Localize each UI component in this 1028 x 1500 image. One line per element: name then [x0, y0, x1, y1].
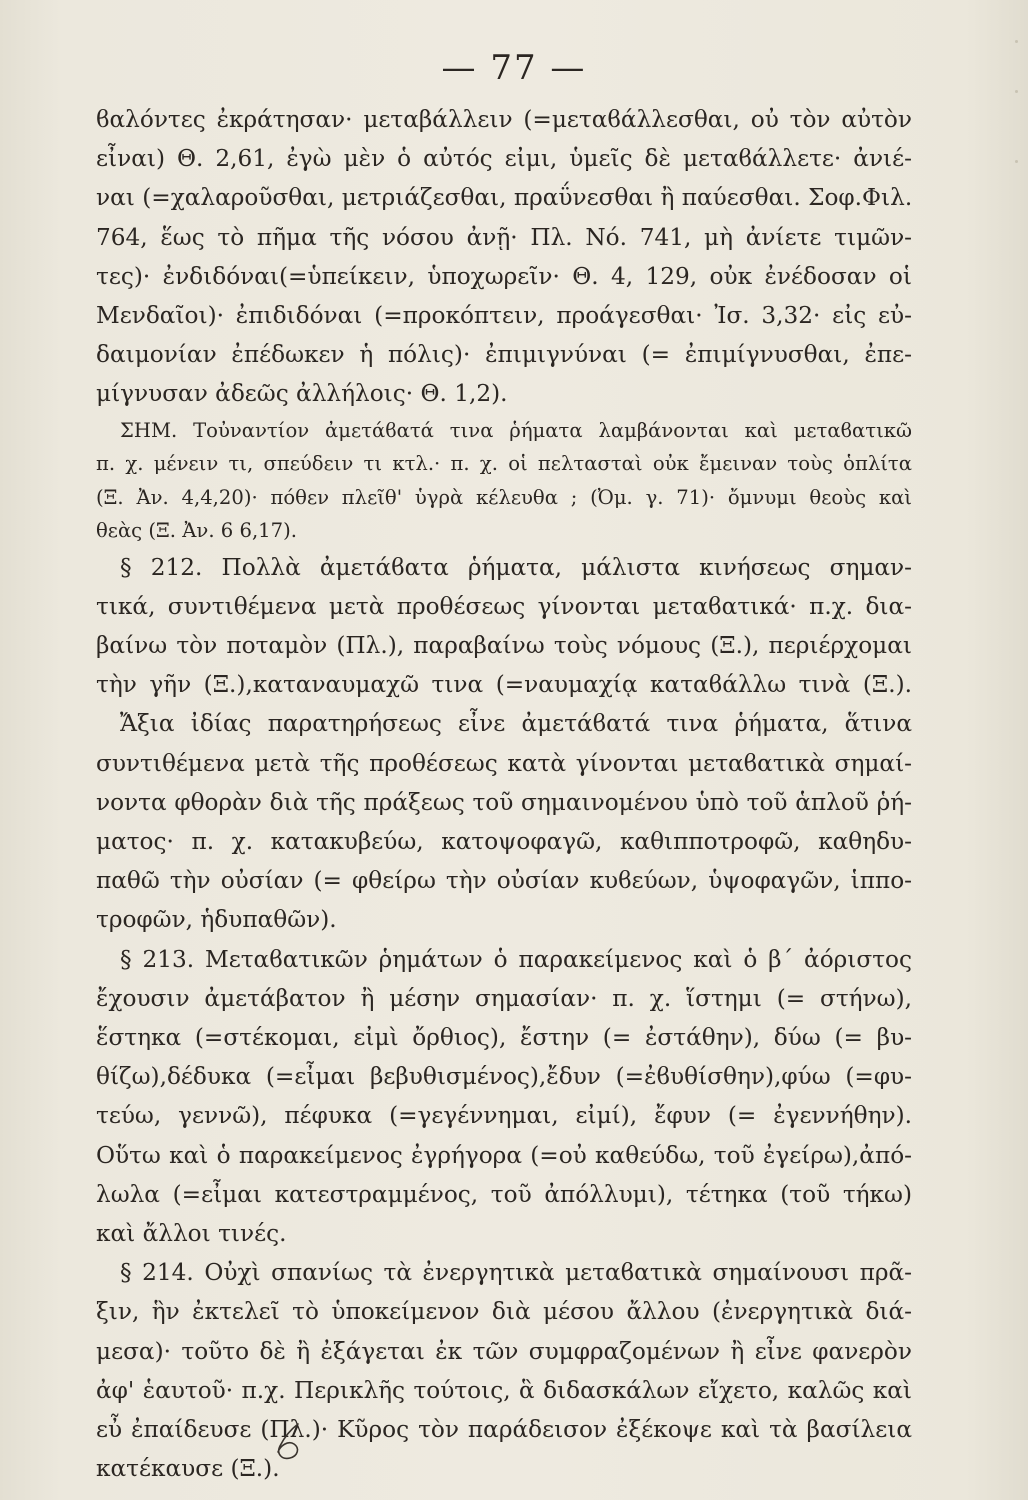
- text-line: § 214. Οὐχὶ σπανίως τὰ ἐνεργητικὰ μεταϐατικὰ σημαίνουσι πρᾶ-: [120, 1259, 912, 1287]
- text-line: εὖ ἐπαίδευσε (Πλ.)· Κῦρος τὸν παράδεισον ἐξέκοψε καὶ τὰ βασίλεια: [96, 1416, 912, 1444]
- text-line: Ἄξια ἰδίας παρατηρήσεως εἶνε ἀμετάϐατά τινα ῥήματα, ἅτινα: [120, 710, 912, 738]
- text-line: 764, ἕως τὸ πῆμα τῆς νόσου ἀνῇ· Πλ. Νό. 741, μὴ ἀνίετε τιμῶν-: [96, 223, 912, 251]
- text-line: Οὕτω καὶ ὁ παρακείμενος ἐγρήγορα (=οὐ καθεύδω, τοῦ ἐγείρω),ἀπό-: [96, 1141, 912, 1169]
- paragraph-verbs-intro: [96, 100, 912, 414]
- text-line: ματος· π. χ. κατακυβεύω, κατοψοφαγῶ, καθιπποτροφῶ, καθηδυ-: [96, 828, 912, 856]
- text-line: συντιθέμενα μετὰ τῆς προθέσεως κατὰ γίνονται μεταϐατικὰ σημαί-: [96, 749, 912, 777]
- page-number: — 77 —: [441, 48, 587, 88]
- page-text: [96, 100, 912, 1489]
- note-block: [96, 414, 912, 548]
- section-214: [96, 1253, 912, 1488]
- text-line: εἶναι) Θ. 2,61, ἐγὼ μὲν ὁ αὐτός εἰμι, ὑμεῖς δὲ μεταϐάλλετε· ἀνιέ-: [96, 145, 912, 173]
- text-line: ἕστηκα (=στέκομαι, εἰμὶ ὄρθιος), ἔστην (= ἐστάθην), δύω (= βυ-: [96, 1024, 912, 1052]
- text-line: τὴν γῆν (Ξ.),καταναυμαχῶ τινα (=ναυμαχίᾳ καταϐάλλω τινὰ (Ξ.).: [96, 671, 912, 699]
- text-line: § 213. Μεταϐατικῶν ῥημάτων ὁ παρακείμενος καὶ ὁ β΄ ἀόριστος: [120, 945, 912, 973]
- text-line: § 212. Πολλὰ ἀμετάϐατα ῥήματα, μάλιστα κινήσεως σημαν-: [120, 553, 912, 581]
- text-line: βαίνω τὸν ποταμὸν (Πλ.), παραβαίνω τοὺς νόμους (Ξ.), περιέρχομαι: [96, 632, 912, 660]
- text-line: θίζω),δέδυκα (=εἶμαι βεβυθισμένος),ἔδυν (=ἐϐυθίσθην),φύω (=φυ-: [96, 1063, 912, 1091]
- note-line: (Ξ. Ἀν. 4,4,20)· πόθεν πλεῖθ' ὑγρὰ κέλευθα ; (Ὀμ. γ. 71)· ὄμνυμι θεοὺς καὶ: [96, 485, 912, 509]
- margin-dot: [1015, 40, 1018, 43]
- text-line: νοντα φθορὰν διὰ τῆς πράξεως τοῦ σημαινομένου ὑπὸ τοῦ ἁπλοῦ ῥή-: [96, 788, 912, 816]
- section-212: [96, 548, 912, 940]
- pen-mark-icon: [268, 1420, 308, 1464]
- text-line: τες)· ἐνδιδόναι(=ὑπείκειν, ὑποχωρεῖν· Θ. 4, 129, οὐκ ἐνέδοσαν οἱ: [96, 262, 912, 290]
- text-line: μεσα)· τοῦτο δὲ ἢ ἐξάγεται ἐκ τῶν συμφραζομένων ἢ εἶνε φανερὸν: [96, 1337, 912, 1365]
- text-line: μίγνυσαν ἀδεῶς ἀλλήλοις· Θ. 1,2).: [96, 380, 508, 408]
- text-line: Μενδαῖοι)· ἐπιδιδόναι (=προκόπτειν, προάγεσθαι· Ἰσ. 3,32· εἰς εὐ-: [96, 302, 912, 330]
- text-line: ξιν, ἣν ἐκτελεῖ τὸ ὑποκείμενον διὰ μέσου ἄλλου (ἐνεργητικὰ διά-: [96, 1298, 912, 1326]
- text-line: κατέκαυσε (Ξ.).: [96, 1455, 280, 1483]
- text-line: τεύω, γεννῶ), πέφυκα (=γεγέννημαι, εἰμί), ἔφυν (= ἐγεννήθην).: [96, 1102, 912, 1130]
- text-line: τικά, συντιθέμενα μετὰ προθέσεως γίνονται μεταϐατικά· π.χ. δια-: [96, 592, 912, 620]
- text-line: ναι (=χαλαροῦσθαι, μετριάζεσθαι, πραΰνεσθαι ἢ παύεσθαι. Σοφ.Φιλ.: [96, 184, 912, 212]
- section-213: [96, 940, 912, 1254]
- text-line: παθῶ τὴν οὐσίαν (= φθείρω τὴν οὐσίαν κυϐεύων, ὑψοφαγῶν, ἱππο-: [96, 867, 912, 895]
- text-line: ἀφ' ἑαυτοῦ· π.χ. Περικλῆς τούτοις, ἃ διδασκάλων εἴχετο, καλῶς καὶ: [96, 1376, 912, 1404]
- margin-dot: [1015, 90, 1018, 93]
- margin-marks: [1008, 0, 1020, 1500]
- note-line: π. χ. μένειν τι, σπεύδειν τι κτλ.· π. χ. οἱ πελτασταὶ οὐκ ἔμειναν τοὺς ὁπλίτα: [96, 452, 912, 476]
- text-line: τροφῶν, ἡδυπαθῶν).: [96, 906, 337, 934]
- text-line: λωλα (=εἶμαι κατεστραμμένος, τοῦ ἀπόλλυμι), τέτηκα (τοῦ τήκω): [96, 1180, 912, 1208]
- note-line: θεὰς (Ξ. Ἀν. 6 6,17).: [96, 519, 297, 543]
- margin-dot: [1015, 160, 1018, 163]
- text-line: ἔχουσιν ἀμετάβατον ἢ μέσην σημασίαν· π. χ. ἵστημι (= στήνω),: [96, 984, 912, 1012]
- text-line: καὶ ἄλλοι τινές.: [96, 1220, 287, 1248]
- text-line: ϐαλόντες ἐκράτησαν· μεταβάλλειν (=μεταϐάλλεσθαι, οὐ τὸν αὐτὸν: [96, 106, 912, 133]
- note-line: ΣΗΜ. Τοὐναντίον ἀμετάϐατά τινα ῥήματα λαμβάνονται καὶ μεταϐατικῶ: [120, 418, 912, 442]
- text-line: δαιμονίαν ἐπέδωκεν ἡ πόλις)· ἐπιμιγνύναι (= ἐπιμίγνυσθαι, ἐπε-: [96, 341, 912, 369]
